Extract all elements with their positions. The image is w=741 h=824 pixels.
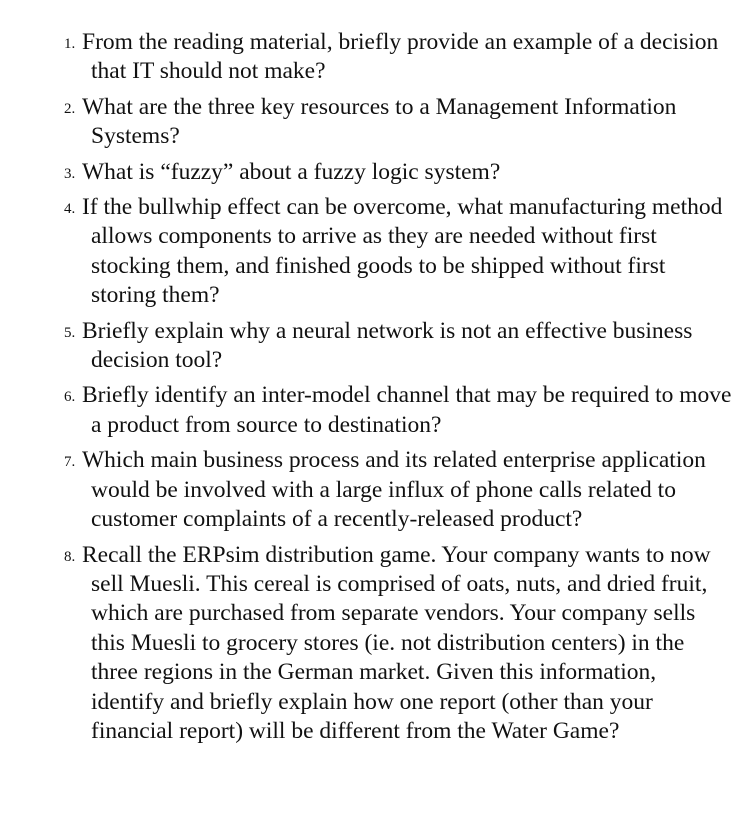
question-text: Which main business process and its related enterprise application would be involved with a large influx of phone calls related to customer complaints of a recently-released product?	[82, 447, 706, 533]
question-number: 3.	[64, 165, 76, 182]
question-item	[64, 541, 734, 747]
question-number: 7.	[64, 454, 76, 471]
question-text: Recall the ERPsim distribution game. Your company wants to now sell Muesli. This cereal is comprised of oats, nuts, and dried fruit, which are purchased from separate vendors. Your company sells this Muesli to grocery stores (ie. not distribution centers) in the three regions in the German market. Given this information, identify and briefly explain how one report (other than your financial report) will be different from the Water Game?	[82, 541, 711, 744]
question-text: Briefly explain why a neural network is not an effective business decision tool?	[82, 317, 693, 374]
question-item	[64, 93, 734, 152]
question-item	[64, 317, 734, 376]
question-text: If the bullwhip effect can be overcome, what manufacturing method allows components to arrive as they are needed without first stocking them, and finished goods to be shipped without first storing them?	[82, 194, 723, 309]
question-item	[64, 158, 734, 187]
question-number: 4.	[64, 201, 76, 218]
question-item	[64, 193, 734, 311]
question-list	[64, 28, 734, 752]
question-number: 6.	[64, 389, 76, 406]
question-number: 1.	[64, 36, 76, 52]
question-text: What are the three key resources to a Management Information Systems?	[82, 93, 677, 150]
question-number: 2.	[64, 100, 76, 117]
question-item	[64, 28, 734, 87]
question-text: From the reading material, briefly provide an example of a decision that IT should not make?	[82, 29, 719, 85]
question-text: What is “fuzzy” about a fuzzy logic system?	[82, 158, 501, 185]
question-item	[64, 446, 734, 534]
question-text: Briefly identify an inter-model channel that may be required to move a product from source to destination?	[82, 382, 732, 438]
question-item	[64, 381, 734, 440]
question-number: 5.	[64, 324, 76, 341]
question-number: 8.	[64, 548, 76, 565]
